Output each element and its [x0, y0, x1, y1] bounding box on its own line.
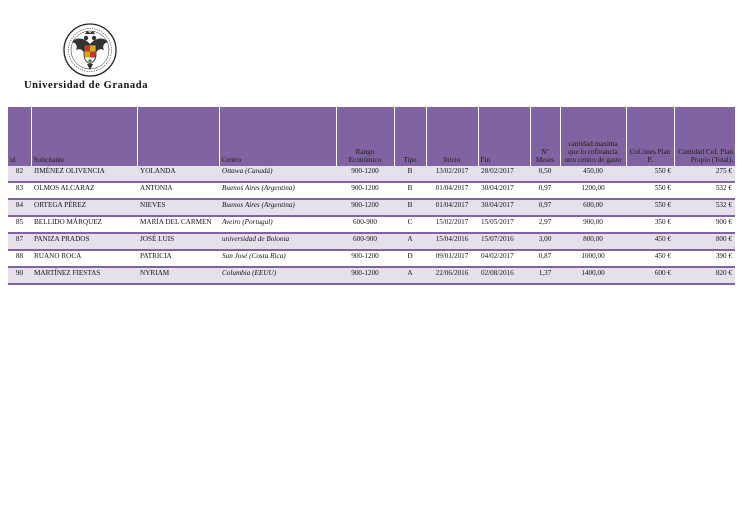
cell-centro: San José (Costa Rica) — [219, 250, 336, 267]
cell-rango: 900-1200 — [336, 166, 394, 182]
table-row — [8, 182, 735, 199]
col-header-inicio: Inicio — [426, 107, 478, 166]
cell-inicio: 13/02/2017 — [426, 166, 478, 182]
cell-nombre: JOSÉ LUIS — [137, 233, 219, 250]
cell-fin: 30/04/2017 — [478, 199, 530, 216]
cell-apellidos: BELLIDO MÁRQUEZ — [31, 216, 137, 233]
cell-centro: Columbia (EEUU) — [219, 267, 336, 284]
cell-nombre: ANTONIA — [137, 182, 219, 199]
cell-rango: 900-1200 — [336, 199, 394, 216]
cell-centro: Buenos Aires (Argentina) — [219, 199, 336, 216]
cell-inicio: 01/04/2017 — [426, 182, 478, 199]
cell-id: 87 — [8, 233, 31, 250]
cell-id: 82 — [8, 166, 31, 182]
cell-nombre: YOLANDA — [137, 166, 219, 182]
table-row — [8, 216, 735, 233]
table-row — [8, 166, 735, 182]
cell-cof-mes: 350 € — [626, 216, 674, 233]
col-header-tipo: Tipo — [394, 107, 426, 166]
university-crest-logo — [62, 22, 118, 78]
col-header-rango: Rango Económico — [336, 107, 394, 166]
cell-nombre: PATRICIA — [137, 250, 219, 267]
cell-apellidos: RUANO ROCA — [31, 250, 137, 267]
table-row — [8, 233, 735, 250]
cell-id: 83 — [8, 182, 31, 199]
cell-apellidos: OLMOS ALCARAZ — [31, 182, 137, 199]
cell-inicio: 15/02/2017 — [426, 216, 478, 233]
cell-id: 88 — [8, 250, 31, 267]
cell-cantidad: 600,00 — [560, 199, 626, 216]
cell-tipo: A — [394, 267, 426, 284]
cell-meses: 0,87 — [530, 250, 560, 267]
cell-cof-mes: 450 € — [626, 250, 674, 267]
university-name: Universidad de Granada — [24, 80, 149, 91]
cell-cof-mes: 600 € — [626, 267, 674, 284]
cell-fin: 30/04/2017 — [478, 182, 530, 199]
col-header-centro: Centro — [219, 107, 336, 166]
cell-fin: 02/08/2016 — [478, 267, 530, 284]
col-header-cantidad: cantidad maxima que lo cofinancia otro centro de gasto — [560, 107, 626, 166]
cell-cantidad: 1400,00 — [560, 267, 626, 284]
cell-meses: 0,97 — [530, 182, 560, 199]
cell-id: 84 — [8, 199, 31, 216]
cell-fin: 15/07/2016 — [478, 233, 530, 250]
cell-centro: Buenos Aires (Argentina) — [219, 182, 336, 199]
cell-rango: 900-1200 — [336, 182, 394, 199]
cell-cof-total: 820 € — [674, 267, 735, 284]
cell-cof-mes: 550 € — [626, 166, 674, 182]
cell-apellidos: JIMÉNEZ OLIVENCIA — [31, 166, 137, 182]
col-header-id: id — [8, 107, 31, 166]
cell-meses: 0,50 — [530, 166, 560, 182]
cell-meses: 2,97 — [530, 216, 560, 233]
cell-inicio: 09/01/2017 — [426, 250, 478, 267]
cell-id: 85 — [8, 216, 31, 233]
cell-fin: 15/05/2017 — [478, 216, 530, 233]
cell-centro: Ottawa (Canadá) — [219, 166, 336, 182]
cell-cantidad: 1000,00 — [560, 250, 626, 267]
cell-tipo: B — [394, 199, 426, 216]
cell-rango: 600-900 — [336, 233, 394, 250]
grants-table — [8, 107, 735, 285]
cell-tipo: D — [394, 250, 426, 267]
cell-cantidad: 900,00 — [560, 216, 626, 233]
cell-rango: 600-900 — [336, 216, 394, 233]
cell-tipo: C — [394, 216, 426, 233]
cell-meses: 0,97 — [530, 199, 560, 216]
cell-fin: 28/02/2017 — [478, 166, 530, 182]
col-header-solicitante: Solicitante — [31, 107, 137, 166]
cell-inicio: 22/06/2016 — [426, 267, 478, 284]
cell-tipo: A — [394, 233, 426, 250]
col-header-cof-mes: Cof./mes Plan P. — [626, 107, 674, 166]
cell-cof-mes: 550 € — [626, 182, 674, 199]
cell-cantidad: 450,00 — [560, 166, 626, 182]
cell-cof-mes: 450 € — [626, 233, 674, 250]
cell-cof-total: 800 € — [674, 233, 735, 250]
cell-nombre: NIEVES — [137, 199, 219, 216]
col-header-nombre — [137, 107, 219, 166]
cell-tipo: B — [394, 182, 426, 199]
cell-cof-total: 390 € — [674, 250, 735, 267]
cell-cof-total: 532 € — [674, 199, 735, 216]
cell-rango: 900-1200 — [336, 267, 394, 284]
cell-nombre: NYRIAM — [137, 267, 219, 284]
cell-rango: 900-1200 — [336, 250, 394, 267]
table-row — [8, 199, 735, 216]
cell-cantidad: 800,00 — [560, 233, 626, 250]
cell-cantidad: 1200,00 — [560, 182, 626, 199]
cell-centro: Aveiro (Portugal) — [219, 216, 336, 233]
cell-apellidos: MARTÍNEZ FIESTAS — [31, 267, 137, 284]
cell-inicio: 01/04/2017 — [426, 199, 478, 216]
cell-id: 90 — [8, 267, 31, 284]
cell-fin: 04/02/2017 — [478, 250, 530, 267]
col-header-cof-total: Cantidad Cof. Plan Propio (Total). — [674, 107, 735, 166]
cell-apellidos: PANIZA PRADOS — [31, 233, 137, 250]
cell-meses: 1,37 — [530, 267, 560, 284]
cell-centro: universidad de Bolonia — [219, 233, 336, 250]
cell-cof-total: 532 € — [674, 182, 735, 199]
table-header-row — [8, 107, 735, 166]
cell-apellidos: ORTEGA PÉREZ — [31, 199, 137, 216]
col-header-meses: Nº Meses — [530, 107, 560, 166]
table-row — [8, 250, 735, 267]
table-row — [8, 267, 735, 284]
cell-meses: 3,00 — [530, 233, 560, 250]
cell-inicio: 15/04/2016 — [426, 233, 478, 250]
col-header-fin: Fin — [478, 107, 530, 166]
cell-cof-total: 900 € — [674, 216, 735, 233]
cell-cof-total: 275 € — [674, 166, 735, 182]
cell-cof-mes: 550 € — [626, 199, 674, 216]
cell-tipo: B — [394, 166, 426, 182]
cell-nombre: MARÍA DEL CARMEN — [137, 216, 219, 233]
